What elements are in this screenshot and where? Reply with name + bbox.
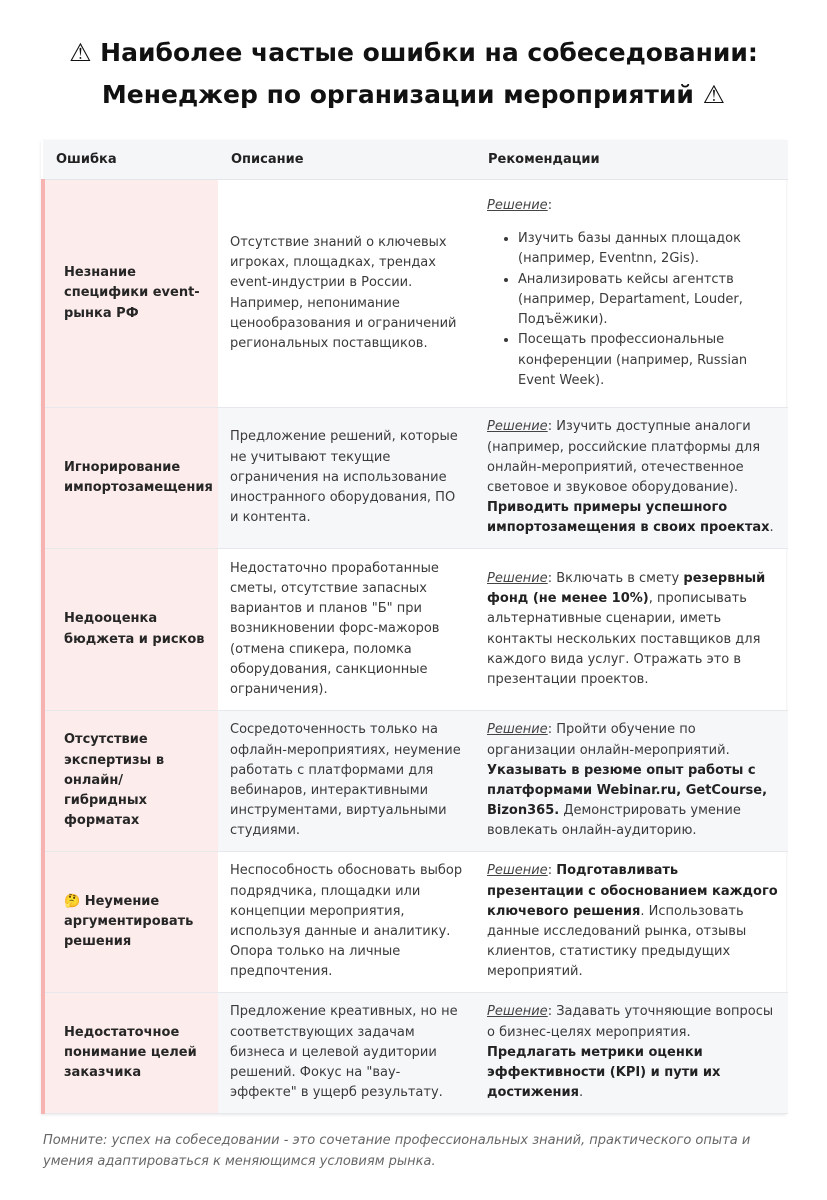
recommendation-emphasis: Предлагать метрики оценки эффективности (KPI) и пути их достижения <box>487 1044 721 1101</box>
error-cell <box>43 549 218 711</box>
recommendation-emphasis: Указывать в резюме опыт работы с платформами Webinar.ru, GetCourse, Bizon365. <box>487 762 768 819</box>
error-cell <box>43 711 218 852</box>
error-title: Незнание специфики event-рынка РФ <box>64 265 200 321</box>
description-cell: Отсутствие знаний о ключевых игроках, площадках, трендах event-индустрии в России. Например, непонимание ценообразования и ограничений региональных поставщиков. <box>218 180 475 408</box>
table-row <box>43 180 788 408</box>
solution-label: Решение <box>487 419 548 435</box>
description-cell: Предложение решений, которые не учитывают текущие ограничения на использование иностранного оборудования, ПО и контента. <box>218 408 475 549</box>
footer-note: Помните: успех на собеседовании - это сочетание профессиональных знаний, практического опыта и умения адаптироваться к меняющимся условиям рынка. <box>43 1133 751 1169</box>
description-cell: Предложение креативных, но не соответствующих задачам бизнеса и целевой аудитории решений. Фокус на "вау-эффекте" в ущерб результату. <box>218 993 475 1114</box>
recommendation-emphasis: Приводить примеры успешного импортозамещения в своих проектах <box>487 500 770 536</box>
solution-label: Решение <box>487 570 548 586</box>
page-title <box>0 32 827 116</box>
description-cell: Неспособность обосновать выбор подрядчика, площадки или концепции мероприятия, используя данные и аналитику. Опора только на личные предпочтения. <box>218 852 475 993</box>
description-cell: Недостаточно проработанные сметы, отсутствие запасных вариантов и планов "Б" при возникновении форс-мажоров (отмена спикера, поломка оборудования, санкционные ограничения). <box>218 549 475 711</box>
recommendation-emphasis: резервный фонд (не менее 10%) <box>487 570 766 607</box>
recommendation-cell: Решение: Подготавливать презентации с обоснованием каждого ключевого решения. Использовать данные исследований рынка, отзывы клиентов, статистику предыдущих мероприятий. <box>475 852 788 993</box>
recommendation-list <box>487 229 778 391</box>
recommendation-cell: Решение: Изучить доступные аналоги (например, российские платформы для онлайн-мероприятий, отечественное световое и звуковое оборудование). Приводить примеры успешного импортозамещения в своих проектах. <box>475 408 788 549</box>
table-header-row <box>43 140 788 180</box>
description-cell: Сосредоточенность только на офлайн-мероприятиях, неумение работать с платформами для вебинаров, интерактивными инструментами, виртуальными студиями. <box>218 711 475 852</box>
title-line-1: ⚠ Наиболее частые ошибки на собеседовании: <box>69 38 758 67</box>
solution-label: Решение <box>487 863 548 879</box>
recommendation-cell: Решение: Пройти обучение по организации онлайн-мероприятий. Указывать в резюме опыт работы с платформами Webinar.ru, GetCourse, Bizon365. Демонстрировать умение вовлекать онлайн-аудиторию. <box>475 711 788 852</box>
header-recommendations: Рекомендации <box>475 140 788 180</box>
solution-label: Решение <box>487 722 548 738</box>
error-title: Недостаточное понимание целей заказчика <box>64 1024 197 1081</box>
list-item: • Посещать профессиональные конференции (например, Russian Event Week). <box>518 330 778 391</box>
table-row <box>43 852 788 993</box>
error-title: Недооценка бюджета и рисков <box>64 611 205 647</box>
recommendation-cell: Решение: Задавать уточняющие вопросы о бизнес-целях мероприятия. Предлагать метрики оценки эффективности (KPI) и пути их достижения. <box>475 993 788 1114</box>
list-item: • Анализировать кейсы агентств (например, Departament, Louder, Подъёжики). <box>518 270 778 331</box>
header-description: Описание <box>218 140 475 180</box>
error-cell <box>43 408 218 549</box>
recommendation-emphasis: Подготавливать презентации с обоснованием каждого ключевого решения <box>487 863 778 919</box>
error-title: 🤔 Неумение аргументировать решения <box>64 893 194 950</box>
mistakes-table <box>41 140 786 1114</box>
solution-label: Решение <box>487 198 548 214</box>
list-item: • Изучить базы данных площадок (например, Eventnn, 2Gis). <box>518 229 778 269</box>
error-cell <box>43 180 218 408</box>
recommendation-cell: Решение: Включать в смету резервный фонд (не менее 10%), прописывать альтернативные сценарии, иметь контакты нескольких поставщиков для каждого вида услуг. Отражать это в презентации проектов. <box>475 549 788 711</box>
table-row <box>43 408 788 549</box>
header-error: Ошибка <box>43 140 218 180</box>
title-line-2: Менеджер по организации мероприятий ⚠ <box>101 80 726 109</box>
table-row <box>43 993 788 1114</box>
recommendation-cell: Решение: • Изучить базы данных площадок (например, Eventnn, 2Gis). • Анализировать кейсы агентств (например, Departament, Louder, Подъёжики). • Посещать профессиональные конференции (например, Russian Event Week). <box>475 180 788 408</box>
error-cell <box>43 852 218 993</box>
table-row <box>43 711 788 852</box>
solution-label: Решение <box>487 1004 548 1020</box>
table-row <box>43 549 788 711</box>
error-cell <box>43 993 218 1114</box>
error-title: Отсутствие экспертизы в онлайн/гибридных форматах <box>64 732 165 829</box>
error-title: Игнорирование импортозамещения <box>64 459 213 495</box>
